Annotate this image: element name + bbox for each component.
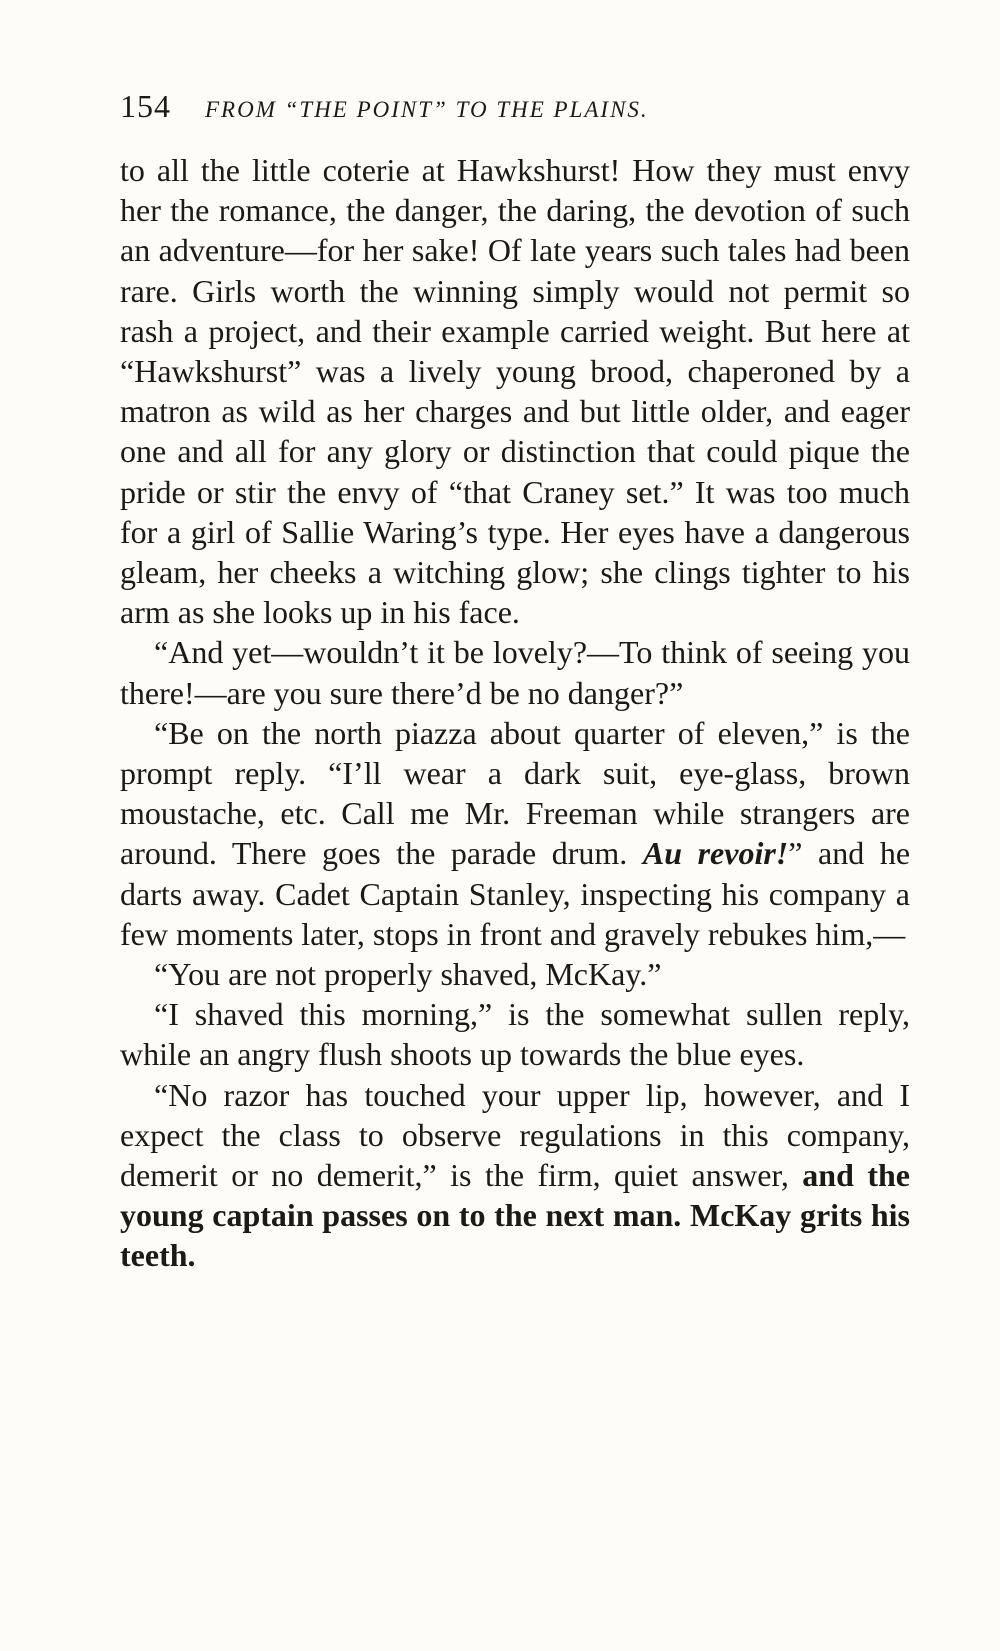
paragraph-3-start: “Be on the north piazza about quarter of eleven,” is the prompt reply. “I’ll wear a dark suit, eye-glass, brown moustache, etc. Call me Mr. Freeman while strangers are around. There goes the parade drum. [120, 714, 910, 872]
paragraph-2: “And yet—wouldn’t it be lovely?—To think of seeing you there!—are you sure there’d be no danger?” [120, 634, 910, 711]
paragraph-6 [120, 1075, 910, 1276]
paragraph-1: to all the little coterie at Hawkshurst! How they must envy her the romance, the danger, the daring, the devotion of such an adventure—for her sake! Of late years such tales had been rare. Girls worth the winning simply would not permit so rash a project, and their example carried weight. But here at “Hawkshurst” was a lively young brood, chaperoned by a matron as wild as her charges and but little older, and eager one and all for any glory or distinction that could pique the pride or stir the envy of “that Craney set.” It was too much for a girl of Sallie Waring’s type. Her eyes have a dangerous gleam, her cheeks a witching glow; she clings tighter to his arm as she looks up in his face. [120, 152, 910, 631]
body-text [120, 150, 910, 1276]
au-revoir-italic: Au revoir! [642, 835, 789, 872]
paragraph-6-start: “No razor has touched your upper lip, however, and I expect the class to observe regulations in this company, demerit or no demerit,” is the firm, quiet answer, [120, 1076, 910, 1194]
running-title: FROM “THE POINT” TO THE PLAINS. [205, 97, 649, 122]
running-head [120, 88, 910, 136]
paragraph-5: “I shaved this morning,” is the somewhat sullen reply, while an angry flush shoots up towards the blue eyes. [120, 996, 910, 1073]
page-number: 154 [120, 88, 171, 124]
book-page [120, 88, 910, 1276]
paragraph-6-bold-end: and the young captain passes on to the next man. McKay grits his teeth. [120, 1157, 911, 1274]
paragraph-4: “You are not properly shaved, McKay.” [154, 956, 662, 993]
paragraph-3-end: ” and he darts away. Cadet Captain Stanley, inspecting his company a few moments later, stops in front and gravely rebukes him,— [120, 835, 911, 952]
paragraph-3 [120, 713, 910, 954]
